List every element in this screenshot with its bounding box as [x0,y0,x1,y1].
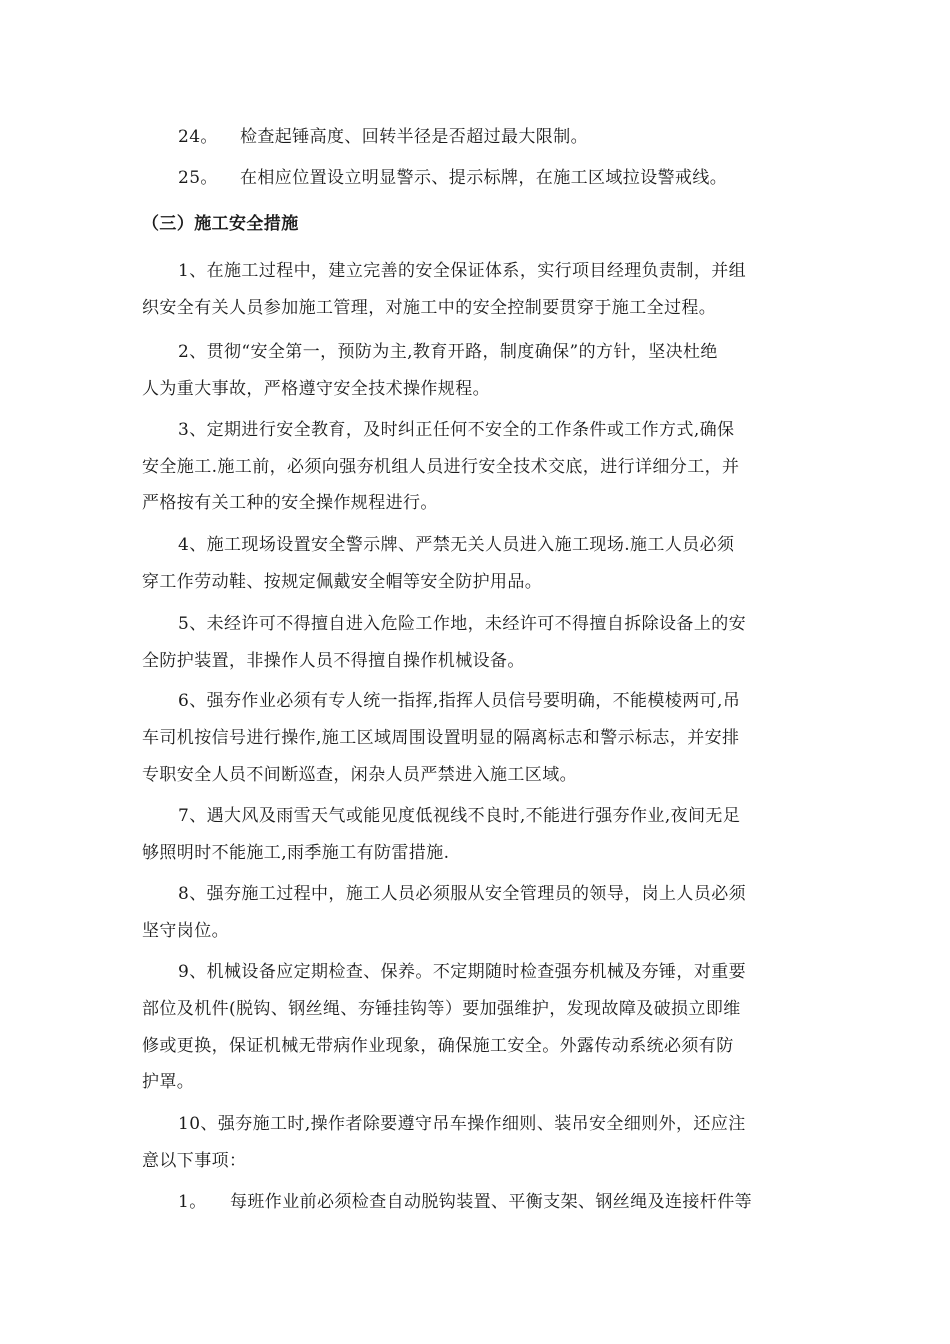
paragraph-line: 10、强夯施工时,操作者除要遵守吊车操作细则、装吊安全细则外，还应注 [178,1114,746,1134]
paragraph-line: 修或更换，保证机械无带病作业现象，确保施工安全。外露传动系统必须有防 [142,1036,734,1056]
paragraph-line: 5、未经许可不得擅自进入危险工作地，未经许可不得擅自拆除设备上的安 [178,614,747,634]
paragraph-line: 6、强夯作业必须有专人统一指挥,指挥人员信号要明确，不能模棱两可,吊 [178,691,741,711]
paragraph-line: 9、机械设备应定期检查、保养。不定期随时检查强夯机械及夯锤，对重要 [178,962,747,982]
list-item-number: 1。 [178,1192,207,1212]
sub-list-item-1 [178,1190,752,1214]
paragraph-line: 8、强夯施工过程中，施工人员必须服从安全管理员的领导，岗上人员必须 [178,884,747,904]
list-item-24 [178,125,588,149]
paragraph-line: 3、定期进行安全教育，及时纠正任何不安全的工作条件或工作方式,确保 [178,420,735,440]
paragraph-line: 全防护装置，非操作人员不得擅自操作机械设备。 [142,651,525,671]
paragraph-line: 严格按有关工种的安全操作规程进行。 [142,493,438,513]
section-heading: （三）施工安全措施 [142,214,299,234]
list-item-number: 24。 [178,127,218,147]
paragraph-line: 意以下事项： [142,1151,247,1171]
paragraph-line: 车司机按信号进行操作,施工区域周围设置明显的隔离标志和警示标志，并安排 [142,728,740,748]
paragraph-line: 坚守岗位。 [142,921,229,941]
paragraph-line: 人为重大事故，严格遵守安全技术操作规程。 [142,379,490,399]
paragraph-line: 护罩。 [142,1072,195,1092]
list-item-text: 检查起锤高度、回转半径是否超过最大限制。 [240,127,588,147]
paragraph-line: 安全施工.施工前，必须向强夯机组人员进行安全技术交底，进行详细分工，并 [142,457,740,477]
paragraph-line: 专职安全人员不间断巡查，闲杂人员严禁进入施工区域。 [142,765,577,785]
paragraph-line: 织安全有关人员参加施工管理，对施工中的安全控制要贯穿于施工全过程。 [142,298,717,318]
paragraph-line: 4、施工现场设置安全警示牌、严禁无关人员进入施工现场.施工人员必须 [178,535,735,555]
paragraph-line: 1、在施工过程中，建立完善的安全保证体系，实行项目经理负责制，并组 [178,261,747,281]
paragraph-line: 够照明时不能施工,雨季施工有防雷措施. [142,843,450,863]
list-item-number: 25。 [178,168,218,188]
paragraph-line: 7、遇大风及雨雪天气或能见度低视线不良时,不能进行强夯作业,夜间无足 [178,806,741,826]
paragraph-line: 部位及机件(脱钩、钢丝绳、夯锤挂钩等）要加强维护，发现故障及破损立即维 [142,999,741,1019]
list-item-text: 每班作业前必须检查自动脱钩装置、平衡支架、钢丝绳及连接杆件等 [230,1192,752,1212]
paragraph-line: 穿工作劳动鞋、按规定佩戴安全帽等安全防护用品。 [142,572,543,592]
paragraph-line: 2、贯彻“安全第一，预防为主,教育开路，制度确保”的方针，坚决杜绝 [178,342,718,362]
list-item-text: 在相应位置设立明显警示、提示标牌，在施工区域拉设警戒线。 [240,168,728,188]
list-item-25 [178,166,727,190]
